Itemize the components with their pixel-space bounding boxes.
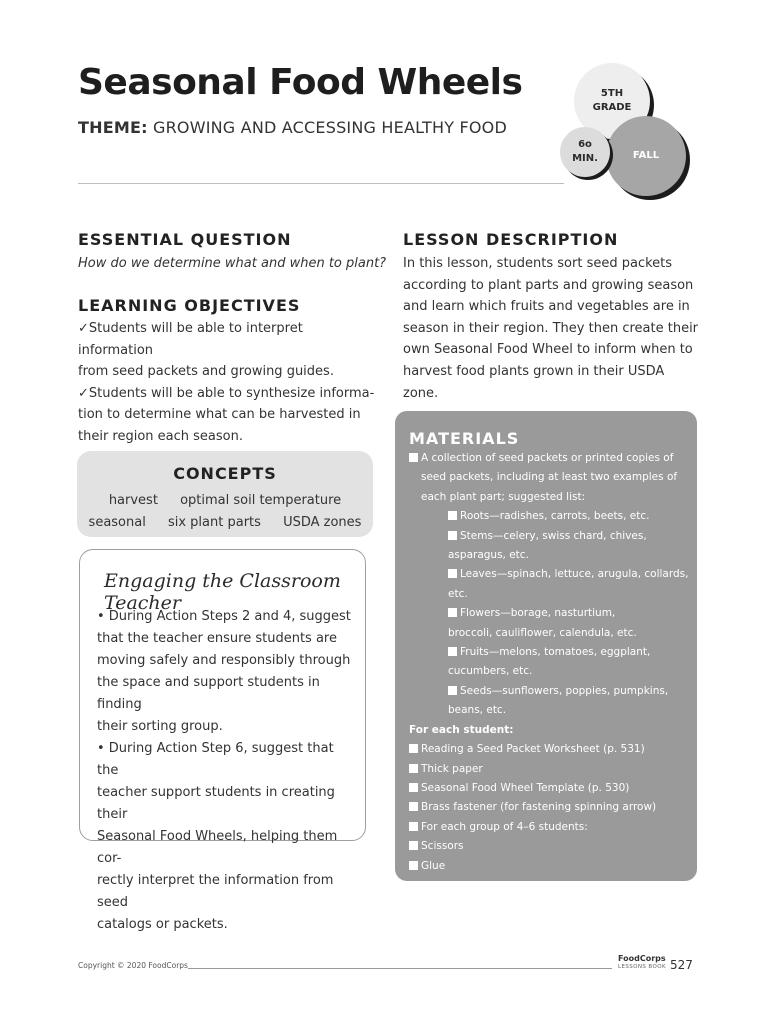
materials-line: Reading a Seed Packet Worksheet (p. 531) <box>421 743 645 756</box>
concept-term: harvest <box>108 493 158 508</box>
time-badge-line2: MIN. <box>572 153 598 164</box>
materials-item <box>395 857 697 876</box>
checkbox-icon <box>409 841 418 850</box>
for-each-student-heading: For each student: <box>409 723 514 736</box>
materials-list <box>395 449 697 876</box>
checkbox-icon <box>448 647 457 656</box>
checkbox-icon <box>409 764 418 773</box>
time-badge-line1: 6o <box>578 139 592 150</box>
engaging-teacher-box <box>79 549 366 932</box>
season-badge-label: FALL <box>632 150 660 161</box>
materials-line: seed packets, including at least two examples of <box>421 471 678 484</box>
header-divider <box>78 183 564 184</box>
essential-question-heading: ESSENTIAL QUESTION <box>78 230 292 249</box>
engaging-line: that the teacher ensure students are <box>97 631 337 646</box>
concept-term: seasonal <box>88 515 146 530</box>
materials-line: cucumbers, etc. <box>448 665 533 678</box>
materials-line: each plant part; suggested list: <box>421 490 586 503</box>
engaging-line: catalogs or packets. <box>97 917 228 932</box>
grade-badge-line2: GRADE <box>592 102 632 113</box>
materials-line: Scissors <box>421 840 464 853</box>
materials-line: broccoli, cauliflower, calendula, etc. <box>448 626 637 639</box>
engaging-line: teacher support students in creating their <box>97 785 335 822</box>
materials-item <box>395 837 697 856</box>
objective-line: from seed packets and growing guides. <box>78 364 334 380</box>
materials-subitem <box>395 527 697 566</box>
essential-question-text: How do we determine what and when to plant? <box>78 256 387 271</box>
materials-line: Seeds—sunflowers, poppies, pumpkins, <box>460 684 669 697</box>
materials-subitem <box>395 604 697 643</box>
grade-badge-line1: 5TH <box>600 88 624 99</box>
materials-heading: MATERIALS <box>409 429 520 448</box>
concepts-heading: CONCEPTS <box>173 464 277 483</box>
checkbox-icon <box>448 608 457 617</box>
checkbox-icon <box>409 783 418 792</box>
footer-brand: FoodCorps <box>618 954 666 963</box>
theme-line <box>78 118 507 137</box>
checkbox-icon <box>409 802 418 811</box>
description-line: own Seasonal Food Wheel to inform when to <box>403 342 693 358</box>
description-line: according to plant parts and growing season <box>403 277 694 293</box>
concept-term: optimal soil temperature <box>180 493 342 508</box>
page-title: Seasonal Food Wheels <box>78 62 523 103</box>
engaging-line: rectly interpret the information from seed <box>97 873 334 910</box>
materials-line: A collection of seed packets or printed copies of <box>421 452 674 464</box>
materials-item <box>395 818 697 837</box>
theme-label: THEME: <box>78 118 148 137</box>
engaging-line: the space and support students in finding <box>97 675 320 712</box>
checkbox-icon <box>448 569 457 578</box>
description-line: harvest food plants grown in their USDA zone. <box>403 363 665 401</box>
materials-line: etc. <box>448 587 468 600</box>
engaging-heading: Engaging the Classroom Teacher <box>104 570 341 614</box>
materials-subitem <box>395 643 697 682</box>
materials-line: Stems—celery, swiss chard, chives, <box>460 529 647 542</box>
checkbox-icon <box>448 531 457 540</box>
materials-line: Brass fastener (for fastening spinning arrow) <box>421 801 657 814</box>
checkbox-icon <box>409 453 418 462</box>
materials-item <box>395 779 697 798</box>
time-badge <box>560 127 610 177</box>
concept-term: six plant parts <box>167 515 261 530</box>
description-line: and learn which fruits and vegetables are in <box>403 299 690 315</box>
objective-line: tion to determine what can be harvested in <box>78 407 361 423</box>
engaging-line: • During Action Step 6, suggest that the <box>97 741 334 778</box>
materials-line: Thick paper <box>421 762 483 775</box>
engaging-line: • During Action Steps 2 and 4, suggest <box>97 609 351 624</box>
engaging-line: their sorting group. <box>97 719 223 734</box>
engaging-line: Seasonal Food Wheels, helping them cor- <box>97 829 338 866</box>
checkbox-icon <box>409 744 418 753</box>
materials-box <box>395 411 697 881</box>
materials-line: Seasonal Food Wheel Template (p. 530) <box>421 781 630 794</box>
footer-copyright: Copyright © 2020 FoodCorps <box>78 961 188 970</box>
checkbox-icon <box>448 686 457 695</box>
learning-objectives-heading: LEARNING OBJECTIVES <box>78 296 301 315</box>
materials-subitem <box>395 565 697 604</box>
materials-line: Leaves—spinach, lettuce, arugula, collards, <box>460 568 689 581</box>
materials-item <box>395 740 697 759</box>
engaging-line: moving safely and responsibly through <box>97 653 351 668</box>
season-badge <box>606 116 686 196</box>
footer-brand-sub: LESSONS BOOK <box>618 964 666 970</box>
lesson-description-text <box>403 253 703 404</box>
concepts-row <box>77 493 373 508</box>
page-number: 527 <box>670 958 693 972</box>
description-line: In this lesson, students sort seed packets <box>403 256 673 271</box>
objective-line: ✓Students will be able to interpret information <box>78 321 303 358</box>
materials-line: Roots—radishes, carrots, beets, etc. <box>460 510 650 523</box>
materials-line: For each group of 4–6 students: <box>421 820 588 833</box>
materials-line: Flowers—borage, nasturtium, <box>460 607 616 620</box>
checkbox-icon <box>409 822 418 831</box>
concepts-box <box>77 451 373 537</box>
theme-value: GROWING AND ACCESSING HEALTHY FOOD <box>152 118 507 137</box>
objective-line: their region each season. <box>78 428 243 444</box>
lesson-description-heading: LESSON DESCRIPTION <box>403 230 619 249</box>
materials-subitem <box>395 682 697 721</box>
objective-line: ✓Students will be able to synthesize informa- <box>78 385 375 401</box>
checkbox-icon <box>448 511 457 520</box>
materials-line: beans, etc. <box>448 704 507 717</box>
materials-subitem <box>395 507 697 526</box>
concepts-row <box>77 515 373 530</box>
materials-item <box>395 798 697 817</box>
description-line: season in their region. They then create their <box>403 320 699 336</box>
materials-item <box>395 760 697 779</box>
engaging-text <box>97 606 355 936</box>
materials-line: asparagus, etc. <box>448 549 529 562</box>
materials-line: Glue <box>421 859 446 872</box>
materials-item <box>395 449 697 507</box>
learning-objectives-text <box>78 318 378 448</box>
footer-divider <box>188 968 612 969</box>
concept-term: USDA zones <box>283 515 362 530</box>
checkbox-icon <box>409 861 418 870</box>
footer-logo <box>618 954 666 972</box>
materials-line: Fruits—melons, tomatoes, eggplant, <box>460 646 651 659</box>
